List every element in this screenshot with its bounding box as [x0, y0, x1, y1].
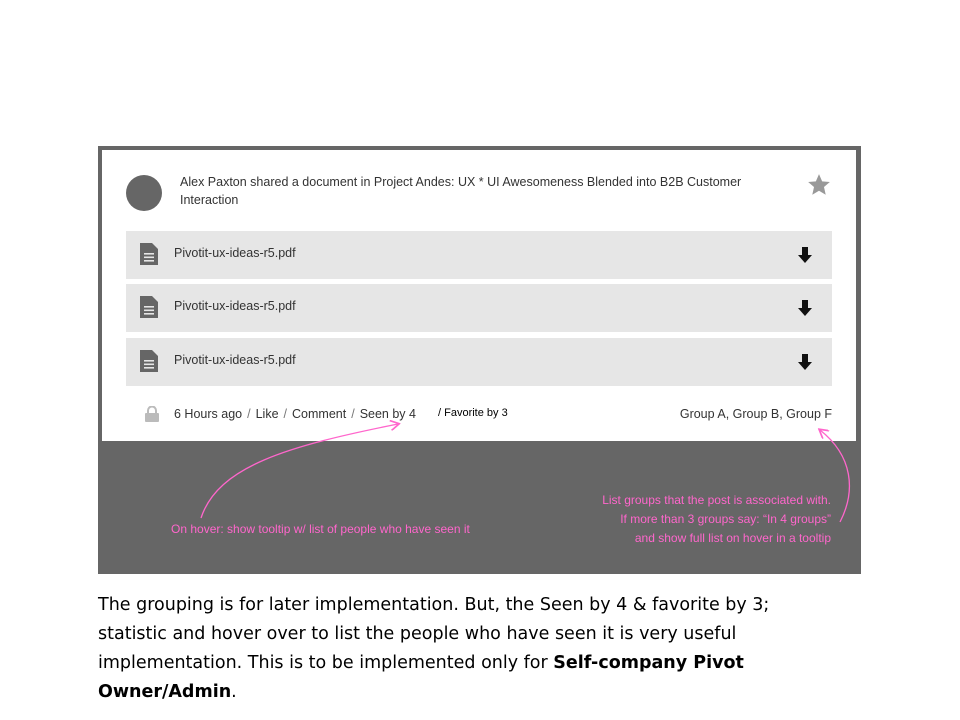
group-list[interactable]: Group A, Group B, Group F [679, 407, 832, 421]
document-icon [140, 296, 158, 318]
file-row[interactable] [126, 284, 832, 332]
annotation-groups [511, 491, 831, 548]
annotation-groups-line: If more than 3 groups say: “In 4 groups” [620, 512, 831, 526]
file-name[interactable]: Pivotit-ux-ideas-r5.pdf [174, 299, 296, 313]
caption-end: . [231, 682, 237, 702]
post-meta-line [174, 407, 416, 421]
download-arrow-icon[interactable] [798, 354, 812, 370]
annotation-groups-line: List groups that the post is associated with. [602, 493, 831, 507]
slide-caption [98, 591, 818, 707]
meta-separator: / [247, 407, 251, 421]
favorite-count[interactable]: / Favorite by 3 [438, 407, 508, 419]
file-name[interactable]: Pivotit-ux-ideas-r5.pdf [174, 353, 296, 367]
caption-bold: Self-company Pivot Owner/Admin [98, 653, 744, 702]
annotation-groups-line: and show full list on hover in a tooltip [634, 531, 831, 545]
meta-separator: / [283, 407, 288, 421]
post-card [102, 150, 856, 441]
annotation-seen-tooltip: On hover: show tooltip w/ list of people who have seen it [171, 522, 470, 536]
seen-by-count[interactable]: Seen by 4 [359, 407, 416, 421]
file-name[interactable]: Pivotit-ux-ideas-r5.pdf [174, 246, 296, 260]
file-row[interactable] [126, 231, 832, 279]
avatar[interactable] [126, 175, 162, 211]
meta-separator: / [351, 407, 355, 421]
caption-text: The grouping is for later implementation. But, the Seen by 4 & favorite by 3; statistic and hover over to list the people who have seen it is very useful implementation. This is to be implemented only for [98, 595, 770, 673]
post-mockup-frame [98, 146, 861, 574]
download-arrow-icon[interactable] [798, 247, 812, 263]
comment-link[interactable]: Comment [292, 407, 347, 421]
document-icon [140, 243, 158, 265]
document-icon [140, 350, 158, 372]
star-icon[interactable] [806, 172, 832, 198]
download-arrow-icon[interactable] [798, 300, 812, 316]
post-headline: Alex Paxton shared a document in Project Andes: UX * UI Awesomeness Blended into B2B Customer Interaction [180, 175, 742, 207]
post-time: 6 Hours ago [174, 407, 243, 421]
lock-icon [144, 406, 160, 422]
like-link[interactable]: Like [255, 407, 279, 421]
file-row[interactable] [126, 338, 832, 386]
